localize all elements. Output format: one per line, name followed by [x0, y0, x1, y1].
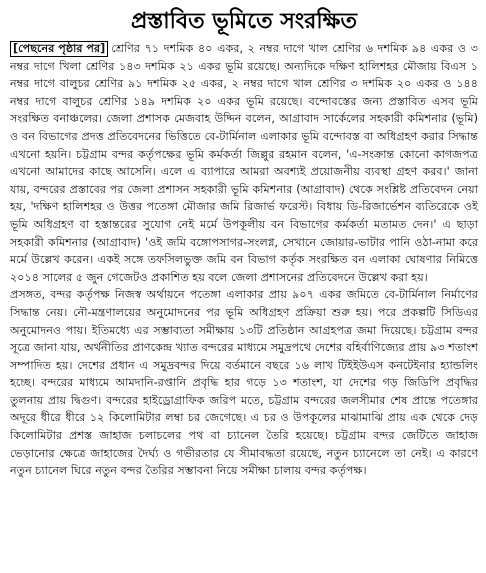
headline: প্রস্তাবিত ভূমিতে সংরক্ষিত: [131, 9, 357, 34]
article-body: [10, 40, 478, 480]
paragraph-2: প্রসঙ্গত, বন্দর কর্তৃপক্ষ নিজস্ব অর্থায়নে পতেঙ্গা এলাকার প্রায় ৯০৭ একর জমিতে বে-টার্মিনাল নির্মাণের সিদ্ধান্ত নেয়। নৌ-মন্ত্রণালয়ের অনুমোদনের পর ভূমি অধিগ্রহণ প্রক্রিয়া শুরু হয়। পরে প্রকল্পটি সিডিএর অনুমোদনও পায়। ইতিমধ্যে এর সম্ভাব্যতা সমীক্ষায় ১৩টি প্রতিষ্ঠান আগ্রহপত্র জমা দিয়েছে। চট্টগ্রাম বন্দর সূত্রে জানা যায়, অর্থনীতির প্রাণকেন্দ্র খ্যাত বন্দরের মাধ্যমে সমুদ্রপথে দেশের বহির্বাণিজ্যের প্রায় ৯৩ শতাংশ সম্পাদিত হয়। দেশের প্রধান এ সমুদ্রবন্দর দিয়ে বর্তমানে বছরে ১৬ লাখ টিইইউএস কনটেইনার হ্যান্ডলিং হচ্ছে। বন্দরের মাধ্যমে আমদানি-রপ্তানি প্রবৃদ্ধি হার গড়ে ১৩ শতাংশ, যা দেশের গড় জিডিপি প্রবৃদ্ধির তুলনায় প্রায় দ্বিগুণ। বন্দরের হাইড্রোগ্রাফিক জরিপ মতে, চট্টগ্রাম বন্দরের জলসীমার শেষ প্রান্তে পতেঙ্গার অদূরে ধীরে ধীরে ১২ কিলোমিটার লম্বা চর জেগেছে। এ চর ও উপকূলের মাঝামাঝি প্রায় এক থেকে দেড় কিলোমিটার প্রশস্ত জাহাজ চলাচলের পথ বা চ্যানেল তৈরি হয়েছে। চট্টগ্রাম বন্দর জেটিতে জাহাজ ভেড়ানোর ক্ষেত্রে জাহাজের দৈর্ঘ্য ও গভীরতার যে সীমাবদ্ধতা রয়েছে, নতুন চ্যানেলে তা নেই। এ কারণে নতুন চ্যানেল ঘিরে নতুন বন্দর তৈরির সম্ভাবনা নিয়ে সমীক্ষা চালায় বন্দর কর্তৃপক্ষ।: [10, 288, 478, 478]
continued-from-label: [পেছনের পৃষ্ঠার পর]: [10, 41, 108, 57]
paragraph-1-text: শ্রেণির ৭১ দশমিক ৪০ একর, ২ নম্বর দাগে খাল শ্রেণির ৬ দশমিক ৯৪ একর ও ৩ নম্বর দাগে খিলা শ্রেণির ১৪৩ দশমিক ২১ একর ভূমি রয়েছে। অন্যদিকে দক্ষিণ হালিশহর মৌজায় বিএস ১ নম্বর দাগে বালুচর শ্রেণির ৯১ দশমিক ২৫ একর, ২ নম্বর দাগে খাল শ্রেণির ৩ দশমিক ২০ একর ও ১৪৪ নম্বর দাগে বালুচর শ্রেণির ১৪৯ দশমিক ২০ একর ভূমি রয়েছে। বন্দোবস্তের জন্য প্রস্তাবিত এসব ভূমি সংরক্ষিত বনাঞ্চলের। জেলা প্রশাসক মেজবাহ উদ্দিন বলেন, আগ্রাবাদ সার্কেলের সহকারী কমিশনার (ভূমি) ও বন বিভাগের প্রদত্ত প্রতিবেদনের ভিত্তিতে বে-টার্মিনাল এলাকার ভূমি বন্দোবস্ত বা অধিগ্রহণ করার সিদ্ধান্ত এখনো হয়নি। চট্টগ্রাম বন্দর কর্তৃপক্ষের ভূমি কর্মকর্তা জিল্লুর রহমান বলেন, 'এ-সংক্রান্ত কোনো কাগজপত্র এখনো আমাদের কাছে আসেনি। এলে এ ব্যাপারে আমরা অবশ্যই প্রয়োজনীয় ব্যবস্থা গ্রহণ করব।' জানা যায়, বন্দরের প্রস্তাবের পর জেলা প্রশাসন সহকারী ভূমি কমিশনার (আগ্রাবাদ) থেকে সংশ্লিষ্ট প্রতিবেদন নেয়া হয়, 'দক্ষিণ হালিশহর ও উত্তর পতেঙ্গা মৌজার জমি রিজার্ভ ফরেস্ট। বিধায় ডি-রিজার্ভেশন ব্যতিরেকে ওই ভূমি অধিগ্রহণ বা হস্তান্তরের সুযোগ নেই মর্মে উপকূলীয় বন বিভাগের কর্মকর্তা মতামত দেন।' এ ছাড়া সহকারী কমিশনার (আগ্রাবাদ) 'ওই জমি বঙ্গোপসাগর-সংলগ্ন, সেখানে জোয়ার-ভাটার পানি ওঠা-নামা করে মর্মে উল্লেখ করেন। একই সঙ্গে তফসিলভুক্ত জমি বন বিভাগ কর্তৃক সংরক্ষিত বন এলাকা ঘোষণার নিমিত্তে ২০১৪ সালের ৫ জুন গেজেটও প্রকাশিত হয় বলে জেলা প্রশাসনের প্রতিবেদনে উল্লেখ করা হয়।: [10, 42, 478, 284]
paragraph-1: [10, 40, 478, 286]
